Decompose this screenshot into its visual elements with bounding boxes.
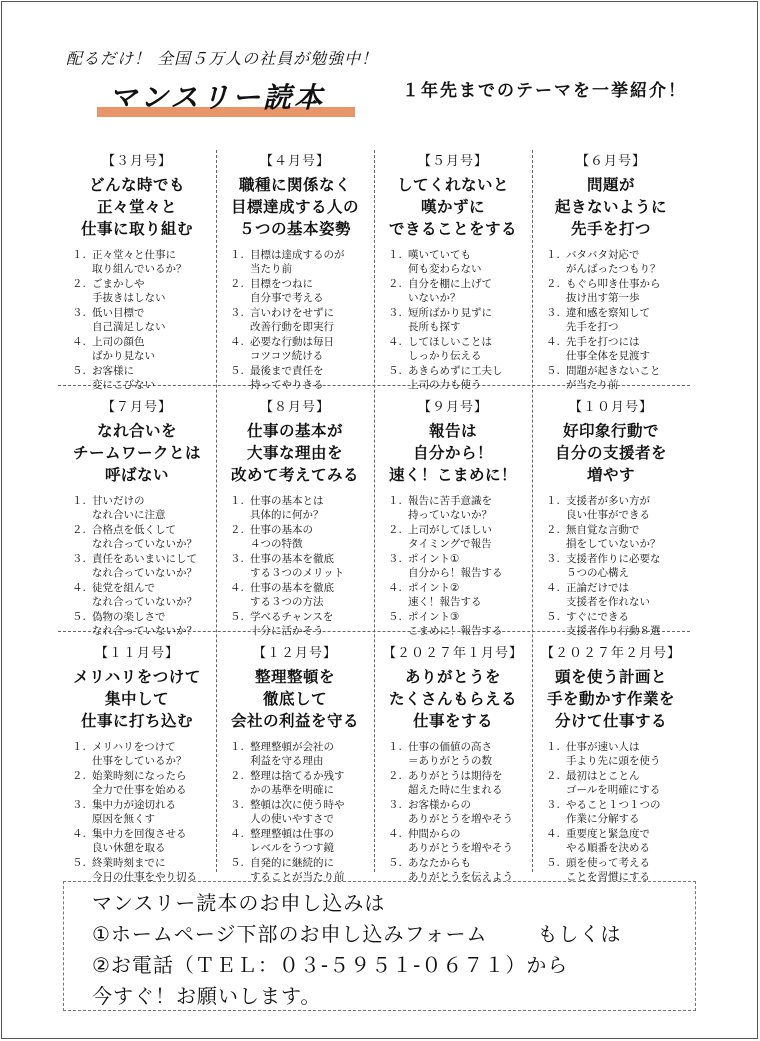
issue-title-line: 呼ばない [104,466,169,484]
point-number: ４. [388,582,402,594]
issue-card [532,638,690,881]
issue-point [72,523,216,551]
point-number: ４. [72,582,86,594]
issue-title-line: 会社の利益を守る [230,712,359,730]
issue-card [216,146,374,389]
issue-title-line: 仕事に取り組む [80,220,193,238]
issue-points [532,740,690,884]
issue-point [230,364,374,392]
point-text: お客様からの ありがとうを増やそう [408,799,513,825]
point-number: ４. [72,336,86,348]
point-text: 先手を打つには 仕事全体を見渡す [566,336,650,362]
contact-line [92,919,695,950]
issue-title-line: 自分から！ [412,444,493,462]
point-text: ポイント③ こまめに！報告する [408,611,503,637]
issue-point [72,740,216,768]
point-text: 始業時刻になったら 全力で仕事を始める [92,770,187,796]
brand-title: マンスリー読本 [109,81,326,114]
issue-point [230,277,374,305]
issue-title-line: 自分の支援者を [554,444,667,462]
point-number: ４. [388,828,402,840]
issue-title-line: 整理整頓を [254,668,335,686]
issue-point [388,798,532,826]
point-text: 上司の顔色 ばかり見ない [92,336,155,362]
point-text: ポイント① 自分から！報告する [408,553,503,579]
issue-card [374,392,532,635]
issue-points [532,248,690,392]
issue-title [216,174,374,240]
issue-title-line: 正々堂々と [96,198,177,216]
point-text: 仕事の基本とは 具体的に何か？ [250,495,324,521]
issue-point [546,306,690,334]
issue-point [72,306,216,334]
issue-point [72,610,216,638]
point-number: ５. [546,857,560,869]
issue-point [230,856,374,884]
contact-phone: ②お電話（ＴＥＬ：０３-５９５１-０６７１）から [92,953,569,977]
issue-point [230,827,374,855]
issue-month: 【３月号】 [101,154,172,169]
issue-month: 【１１月号】 [94,646,179,661]
point-text: 合格点を低くして なれ合っていないか？ [92,524,197,550]
issue-point [388,523,532,551]
issue-month: 【８月号】 [259,400,330,415]
issue-title [374,174,532,240]
point-text: 最初はとことん ゴールを明確にする [566,770,661,796]
point-text: 違和感を察知して 先手を打つ [566,307,650,333]
point-text: 集中力が途切れる 原因を無くす [92,799,176,825]
issue-month: 【５月号】 [417,154,488,169]
point-text: 整理は捨てるか残す かの基準を明確に [250,770,345,796]
point-number: ５. [546,365,560,377]
issue-points [374,494,532,638]
issue-title-line: 改めて考えてみる [230,466,359,484]
issue-title-line: 手を動かす作業を [546,690,675,708]
issue-card [374,146,532,389]
point-text: お客様に 変にこびない [92,365,155,391]
point-text: 整理整頓が会社の 利益を守る理由 [250,741,334,767]
point-text: ありがとうは期待を 超えた時に生まれる [408,770,503,796]
issue-points [58,494,216,638]
point-number: ３. [72,799,86,811]
issue-point [546,552,690,580]
tagline: 配るだけ！ 全国５万人の社員が勉強中！ [66,49,379,68]
issue-point [72,335,216,363]
issue-month: 【１２月号】 [252,646,337,661]
issue-title-line: 嘆かずに [420,198,485,216]
point-text: 言いわけをせずに 改善行動を即実行 [250,307,334,333]
issue-month: 【６月号】 [575,154,646,169]
issue-title-line: ５つの基本姿勢 [238,220,351,238]
issue-title-line: 分けて仕事する [554,712,667,730]
issue-points [216,494,374,638]
point-number: ２. [72,770,86,782]
issue-title [374,420,532,486]
point-text: 整頓は次に使う時や 人の使いやすさで [250,799,345,825]
issue-title [216,666,374,732]
point-text: 徒党を組んで なれ合っていないか？ [92,582,197,608]
brand-logo [97,74,355,118]
point-number: ２. [546,524,560,536]
point-text: 甘いだけの なれ合いに注意 [92,495,166,521]
issue-title [532,174,690,240]
point-number: ４. [230,582,244,594]
point-text: 整理整頓は仕事の レベルをうつす鏡 [250,828,334,854]
point-number: １. [72,741,86,753]
point-text: メリハリをつけて 仕事をしているか？ [92,741,187,767]
point-text: 報告に苦手意識を 持っていないか？ [408,495,492,521]
point-text: あきらめずに工夫し 上司の力も使う [408,365,503,391]
issue-card [374,638,532,881]
point-number: ３. [546,799,560,811]
point-number: ３. [546,307,560,319]
issue-card [216,392,374,635]
point-text: 終業時刻までに 今日の仕事をやり切る [92,857,197,883]
point-text: 支援者が多い方が 良い仕事ができる [566,495,650,521]
point-text: 問題が起きないこと が当たり前 [566,365,661,391]
issue-title-line: 先手を打つ [570,220,651,238]
point-text: 仲間からの ありがとうを増やそう [408,828,513,854]
issue-point [230,552,374,580]
issue-point [230,335,374,363]
issue-point [546,798,690,826]
point-number: １. [388,249,402,261]
issue-title-line: どんな時でも [88,176,185,194]
issue-title-line: してくれないと [396,176,509,194]
issue-month: 【７月号】 [101,400,172,415]
issue-month: 【２０２７年２月号】 [540,646,681,661]
issue-month: 【２０２７年１月号】 [382,646,523,661]
point-text: もぐら叩き仕事から 抜け出す第一歩 [566,278,661,304]
issue-title-line: 仕事に打ち込む [80,712,193,730]
issue-title-line: 集中して [104,690,169,708]
issue-title-line: 問題が [586,176,635,194]
issue-point [388,856,532,884]
point-text: やること１つ１つの 作業に分解する [566,799,661,825]
issue-card [216,638,374,881]
issue-point [72,581,216,609]
point-text: してほしいことは しっかり伝える [408,336,492,362]
point-number: １. [72,495,86,507]
point-number: ４. [72,828,86,840]
point-number: ３. [230,553,244,565]
point-number: ４. [388,336,402,348]
issue-title-line: 速く！こまめに！ [388,466,517,484]
point-number: ３. [546,553,560,565]
issue-month: 【９月号】 [417,400,488,415]
issue-title [216,420,374,486]
issue-point [546,248,690,276]
issue-points [216,248,374,392]
issue-point [72,552,216,580]
issue-card [58,392,216,635]
point-text: 仕事が速い人は 手より先に頭を使う [566,741,661,767]
point-text: 重要度と緊急度で やる順番を決める [566,828,650,854]
issue-title-line: 目標達成する人の [230,198,359,216]
issue-title-line: 仕事の基本が [246,422,343,440]
point-number: ４. [546,828,560,840]
point-number: ３. [388,799,402,811]
issue-title [374,666,532,732]
point-text: 無自覚な言動で 損をしていないか？ [566,524,661,550]
intro-heading: １年先までのテーマを一挙紹介！ [402,81,687,101]
point-number: ２. [72,524,86,536]
point-number: ５. [388,365,402,377]
issue-title-line: 徹底して [262,690,327,708]
point-number: ３. [72,307,86,319]
issue-point [230,248,374,276]
issue-title [58,174,216,240]
point-number: ２. [230,770,244,782]
issue-point [72,494,216,522]
point-text: ごまかしや 手抜きはしない [92,278,166,304]
point-text: 集中力を回復させる 良い休憩を取る [92,828,187,854]
issue-point [388,827,532,855]
issue-point [388,740,532,768]
point-number: ２. [546,770,560,782]
point-number: ４. [230,336,244,348]
issue-title-line: 仕事をする [412,712,493,730]
point-text: 目標をつねに 自分事で考える [250,278,324,304]
issue-title-line: 大事な理由を [246,444,343,462]
issue-title-line: なれ合いを [96,422,177,440]
issue-point [546,610,690,638]
point-number: ５. [72,611,86,623]
issue-point [546,740,690,768]
point-text: 短所ばかり見ずに 長所も探す [408,307,492,333]
point-number: ５. [72,857,86,869]
issue-point [546,523,690,551]
issue-points [216,740,374,884]
issue-title [532,420,690,486]
point-number: １. [388,495,402,507]
point-text: 低い目標で 自己満足しない [92,307,166,333]
point-number: ５. [546,611,560,623]
point-number: ４. [546,336,560,348]
point-text: 正論だけでは 支援者を作れない [566,582,650,608]
point-number: １. [388,741,402,753]
point-text: 仕事の価値の高さ ＝ありがとうの数 [408,741,492,767]
issue-title-line: ありがとうを [404,668,501,686]
point-text: 必要な行動は毎日 コツコツ続ける [250,336,334,362]
contact-line: 今すぐ！お願いします。 [92,984,322,1008]
issue-point [230,523,374,551]
point-text: ポイント② 速く！報告する [408,582,482,608]
issue-point [546,364,690,392]
issue-title [532,666,690,732]
contact-line: マンスリー読本のお申し込みは [92,891,386,915]
issue-month: 【４月号】 [259,154,330,169]
point-number: ３. [388,553,402,565]
issue-point [388,364,532,392]
issue-card [58,638,216,881]
issue-point [230,581,374,609]
point-text: 学べるチャンスを 十分に活かそう [250,611,334,637]
point-number: １. [230,495,244,507]
issue-title-line: 増やす [586,466,635,484]
issue-title-line: 好印象行動で [562,422,659,440]
point-number: ２. [230,278,244,290]
point-number: ３. [72,553,86,565]
issue-point [72,277,216,305]
issue-point [230,610,374,638]
point-number: ２. [72,278,86,290]
issue-grid [58,146,690,883]
issue-card [58,146,216,389]
point-number: ５. [230,857,244,869]
issue-point [546,494,690,522]
issue-title-line: たくさんもらえる [388,690,517,708]
issue-point [72,364,216,392]
contact-or: もしくは [537,922,622,946]
issue-point [72,856,216,884]
issue-title-line: 職種に関係なく [238,176,351,194]
issue-point [388,248,532,276]
issue-title-line: チームワークとは [72,444,201,462]
issue-card [532,146,690,389]
issue-points [58,248,216,392]
point-number: １. [230,741,244,753]
point-number: １. [546,741,560,753]
point-number: １. [546,495,560,507]
point-text: バタバタ対応で がんばったつもり？ [566,249,661,275]
point-number: ５. [388,611,402,623]
issue-point [388,306,532,334]
point-number: ４. [230,828,244,840]
point-text: 頭を使って考える ことを習慣にする [566,857,650,883]
point-number: １. [72,249,86,261]
point-text: 仕事の基本を徹底 する３つのメリット [250,553,345,579]
point-number: ２. [388,770,402,782]
issue-title [58,666,216,732]
point-text: 嘆いていても 何も変わらない [408,249,482,275]
issue-points [374,248,532,392]
issue-title-line: 報告は [428,422,477,440]
point-number: ２. [230,524,244,536]
point-number: １. [546,249,560,261]
issue-point [388,335,532,363]
point-text: 仕事の基本を徹底 する３つの方法 [250,582,334,608]
point-number: ５. [72,365,86,377]
issue-point [546,581,690,609]
issue-card [532,392,690,635]
contact-web-form: ①ホームページ下部のお申し込みフォーム [92,922,488,946]
point-text: 偽物の楽しさで なれ合っていないか？ [92,611,197,637]
issue-points [58,740,216,884]
point-number: ３. [388,307,402,319]
issue-point [72,769,216,797]
issue-title-line: できることをする [388,220,517,238]
point-text: 正々堂々と仕事に 取り組んでいるか？ [92,249,187,275]
point-number: １. [230,249,244,261]
point-text: 自分を棚に上げて いないか？ [408,278,492,304]
point-text: 責任をあいまいにして なれ合っていないか？ [92,553,197,579]
point-number: ３. [230,799,244,811]
issue-point [388,494,532,522]
issue-point [546,827,690,855]
point-text: 自発的に継続的に することが当たり前 [250,857,345,883]
issue-points [374,740,532,884]
issue-title [58,420,216,486]
issue-point [546,856,690,884]
issue-point [230,798,374,826]
issue-point [388,769,532,797]
issue-point [388,581,532,609]
point-number: ５. [388,857,402,869]
point-number: ３. [230,307,244,319]
issue-point [72,798,216,826]
issue-month: 【１０月号】 [568,400,653,415]
issue-point [546,335,690,363]
point-text: あなたからも ありがとうを伝えよう [408,857,513,883]
point-number: ５. [230,611,244,623]
issue-point [388,552,532,580]
point-text: すぐにできる 支援者作り行動８選 [566,611,661,637]
issue-point [388,610,532,638]
issue-points [532,494,690,638]
point-text: 仕事の基本の ４つの特徴 [250,524,313,550]
point-number: ５. [230,365,244,377]
issue-point [72,248,216,276]
issue-point [388,277,532,305]
point-number: ２. [388,278,402,290]
issue-point [230,740,374,768]
issue-point [230,494,374,522]
issue-title-line: 頭を使う計画と [554,668,667,686]
point-text: 最後まで責任を 持ってやりきる [250,365,324,391]
point-text: 上司がしてほしい タイミングで報告 [408,524,492,550]
issue-point [230,306,374,334]
point-number: ２. [388,524,402,536]
point-number: ２. [546,278,560,290]
contact-box [63,881,696,1011]
point-number: ４. [546,582,560,594]
issue-point [72,827,216,855]
issue-point [546,769,690,797]
point-text: 目標は達成するのが 当たり前 [250,249,345,275]
issue-point [546,277,690,305]
issue-point [230,769,374,797]
issue-title-line: メリハリをつけて [73,668,201,686]
issue-title-line: 起きないように [554,198,667,216]
point-text: 支援者作りに必要な ５つの心構え [566,553,661,579]
